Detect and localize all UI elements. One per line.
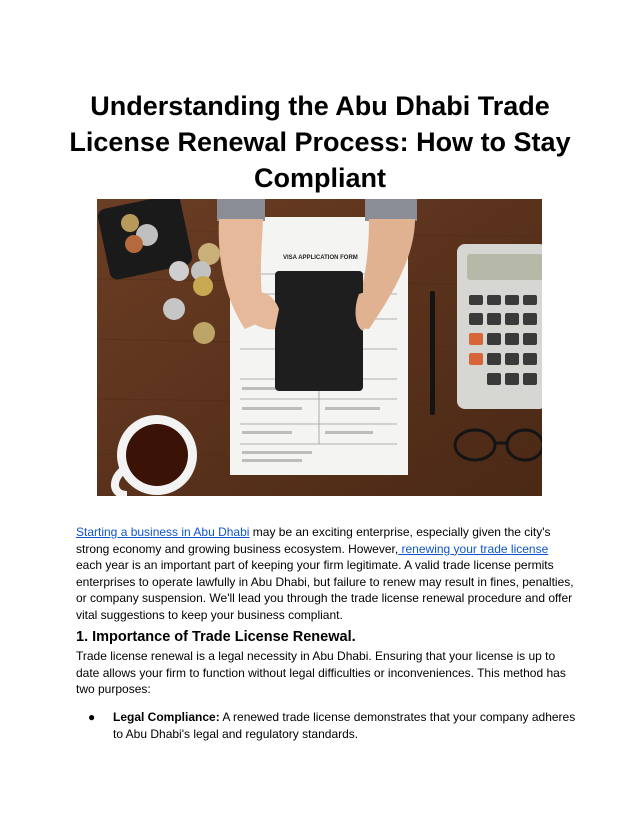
intro-paragraph (76, 524, 576, 623)
intro-text-2: each year is an important part of keeping your firm legitimate. A valid trade license permits enterprises to operate lawfully in Abu Dhabi, but failure to renew may result in fines, penalties, or company suspension. We'll lead you through the trade license renewal procedure and offer vital suggestions to keep your business compliant. (76, 558, 574, 622)
starting-business-link[interactable]: Starting a business in Abu Dhabi (76, 525, 250, 539)
bullet-marker: ● (88, 710, 96, 724)
bullet-text: A renewed trade license demonstrates that your company adheres to Abu Dhabi's legal and regulatory standards. (113, 710, 576, 741)
bullet-list (76, 709, 576, 742)
page-title: Understanding the Abu Dhabi Trade License Renewal Process: How to Stay Compliant (69, 91, 571, 193)
hero-image (97, 199, 542, 496)
calculator (457, 244, 542, 409)
section-heading: 1. Importance of Trade License Renewal. (76, 629, 356, 645)
bullet-label: Legal Compliance: (113, 710, 220, 724)
intro-text-1: may be an exciting enterprise, especially given the city's strong economy and growing business ecosystem. However, (76, 525, 551, 556)
pen (430, 291, 435, 415)
form-heading: VISA APPLICATION FORM (283, 255, 358, 261)
list-item (76, 709, 576, 742)
section-paragraph: Trade license renewal is a legal necessity in Abu Dhabi. Ensuring that your license is up to date allows your firm to function without legal difficulties or inconveniences. This method has two purposes: (76, 649, 566, 696)
renew-license-link[interactable]: renewing your trade license (398, 541, 549, 556)
